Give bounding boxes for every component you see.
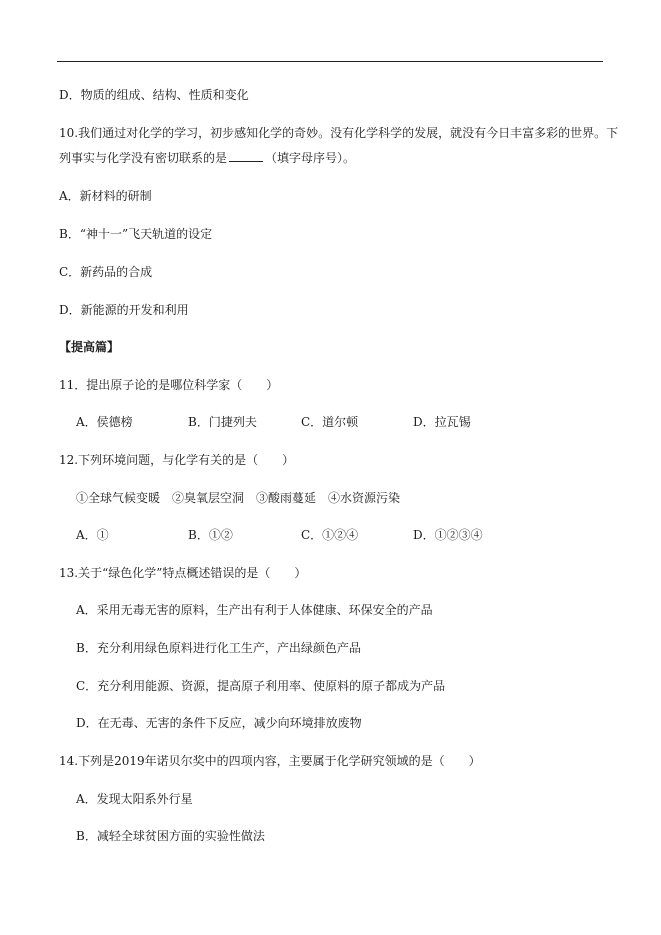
q14-option-b: B．减轻全球贫困方面的实验性做法 xyxy=(76,829,265,843)
q13-option-c: C．充分利用能源、资源，提高原子利用率、使原料的原子都成为产品 xyxy=(76,679,446,693)
q10-stem-line1: 10.我们通过对化学的学习，初步感知化学的奇妙。没有化学科学的发展，就没有今日丰富多彩的世界。下 xyxy=(59,126,619,140)
q10-option-a: A．新材料的研制 xyxy=(59,189,152,203)
q10-option-c: C．新药品的合成 xyxy=(59,265,153,279)
q10-stem-post: （填字母序号）。 xyxy=(265,151,356,165)
q11-option-c: C．道尔顿 xyxy=(301,415,359,429)
header-rule xyxy=(57,61,603,62)
q10-stem-line2 xyxy=(59,150,355,166)
q10-option-d: D．新能源的开发和利用 xyxy=(59,303,189,317)
q12-option-c: C．①②④ xyxy=(301,528,359,542)
q13-stem: 13.关于“绿色化学”特点概述错误的是（ ） xyxy=(59,566,307,580)
q9-option-d: D．物质的组成、结构、性质和变化 xyxy=(59,88,249,102)
answer-blank xyxy=(229,150,263,162)
q12-stem: 12.下列环境问题，与化学有关的是（ ） xyxy=(59,453,295,467)
q12-option-d: D．①②③④ xyxy=(413,528,483,542)
q14-stem: 14.下列是2019年诺贝尔奖中的四项内容，主要属于化学研究领域的是（ ） xyxy=(59,754,481,768)
q10-stem-pre: 列事实与化学没有密切联系的是 xyxy=(59,151,228,165)
q11-stem: 11．提出原子论的是哪位科学家（ ） xyxy=(59,378,279,392)
q10-option-b: B．“神十一”飞天轨道的设定 xyxy=(59,227,213,241)
section-heading: 【提高篇】 xyxy=(59,340,120,354)
q12-option-b: B．①② xyxy=(188,528,233,542)
q11-option-a: A．侯德榜 xyxy=(76,415,133,429)
q11-option-b: B．门捷列夫 xyxy=(188,415,257,429)
q13-option-d: D．在无毒、无害的条件下反应，减少向环境排放废物 xyxy=(76,716,362,730)
q12-option-a: A．① xyxy=(76,528,109,542)
q13-option-b: B．充分利用绿色原料进行化工生产，产出绿颜色产品 xyxy=(76,641,361,655)
q12-items: ①全球气候变暖 ②臭氧层空洞 ③酸雨蔓延 ④水资源污染 xyxy=(76,491,401,505)
q14-option-a: A．发现太阳系外行星 xyxy=(76,792,193,806)
q13-option-a: A．采用无毒无害的原料，生产出有利于人体健康、环保安全的产品 xyxy=(76,603,433,617)
q11-option-d: D．拉瓦锡 xyxy=(413,415,471,429)
